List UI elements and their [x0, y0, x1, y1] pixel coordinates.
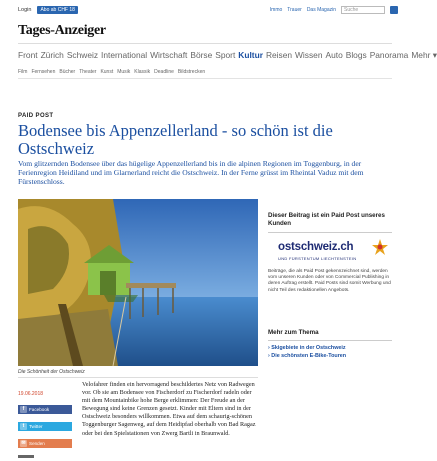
nav-item-boerse[interactable]: Börse	[190, 50, 213, 60]
related-title: Mehr zum Thema	[268, 329, 319, 336]
related-link-ski-label: Skigebiete in der Ostschweiz	[271, 345, 346, 351]
main-nav	[18, 50, 437, 60]
paid-post-description: Beiträge, die als Paid Post gekennzeichnet sind, werden vom unseren Kunden oder von Commercial Publishing in deren Auftrag erstellt. Paid Posts sind somit Werbung und nicht Teil des redaktionellen Angebots.	[268, 269, 391, 293]
partner-logo[interactable]	[268, 239, 392, 265]
subnav-item-musik[interactable]: Musik	[117, 69, 131, 75]
facebook-icon: f	[20, 406, 27, 413]
article-headline: Bodensee bis Appenzellerland - so schön ist die Ostschweiz	[18, 121, 333, 158]
subnav-item-fernsehen[interactable]: Fernsehen	[31, 69, 56, 75]
nav-item-blogs[interactable]: Blogs	[345, 50, 367, 60]
site-logo[interactable]: Tages-Anzeiger	[18, 23, 106, 38]
login-link[interactable]: Login	[18, 7, 32, 13]
partner-logo-text: ostschweiz.ch	[278, 241, 354, 253]
header-divider	[18, 43, 392, 44]
subnav-item-film[interactable]: Film	[18, 69, 28, 75]
paid-post-title: Dieser Beitrag ist ein Paid Post unseres Kunden	[268, 212, 385, 227]
magazin-link[interactable]: Das Magazin	[306, 7, 336, 13]
mail-icon: ✉	[21, 440, 26, 446]
subnav-item-buecher[interactable]: Bücher	[59, 69, 76, 75]
nav-item-reisen[interactable]: Reisen	[265, 50, 293, 60]
subnav-item-deadline[interactable]: Deadline	[154, 69, 174, 75]
nav-item-kultur[interactable]: Kultur	[238, 50, 263, 60]
nav-item-international[interactable]: International	[101, 50, 148, 60]
article-image[interactable]	[18, 199, 258, 366]
partner-logo-subtitle: UND FÜRSTENTUM LIECHTENSTEIN	[278, 256, 357, 261]
mail-share-button[interactable]	[18, 439, 72, 448]
article-body: Velofahrer finden ein hervorragend beschildertes Netz von Radwegen vor. Ob sie am Bodensee von Fischerdorf zu Fischerdorf radeln oder mit dem Mountainbike hohe Berge erklimmen: Der Freude an der Bewegung sind keine Grenzen gesetzt. Kinder mit Eltern sind in der Ostschweiz besonders willkommen. Etwa auf dem schaurig-schönen Toggenburger Sagenweg, auf dem Heidipfad oberhalb von Bad Ragaz oder bei den Spielstationen von Zwerg Bartli in Braunwald.	[82, 381, 256, 437]
related-box	[268, 329, 392, 360]
text-stub	[18, 455, 34, 458]
trauer-link[interactable]: Trauer	[287, 7, 302, 13]
nav-item-schweiz[interactable]: Schweiz	[66, 50, 99, 60]
immo-link[interactable]: Immo	[269, 7, 283, 13]
subnav-item-klassik[interactable]: Klassik	[134, 69, 151, 75]
nav-item-zuerich[interactable]: Zürich	[40, 50, 64, 60]
facebook-share-button[interactable]	[18, 405, 72, 414]
nav-item-wirtschaft[interactable]: Wirtschaft	[150, 50, 188, 60]
sub-nav	[18, 69, 205, 75]
search-input[interactable]: Suche	[341, 6, 385, 14]
image-caption: Die Schönheit der Ostschweiz	[18, 369, 85, 375]
top-bar	[0, 0, 416, 20]
paid-post-divider	[268, 232, 392, 233]
paid-post-box	[268, 212, 392, 294]
lake-boathouse-illustration	[18, 199, 258, 366]
related-link-ski[interactable]: › Skigebiete in der Ostschweiz	[268, 345, 346, 351]
twitter-icon: t	[20, 423, 27, 430]
nav-item-sport[interactable]: Sport	[215, 50, 236, 60]
top-bar-right	[270, 6, 398, 14]
article-kicker: PAID POST	[18, 113, 54, 119]
caption-divider	[18, 377, 258, 378]
nav-item-front[interactable]: Front	[18, 50, 38, 60]
related-divider	[268, 340, 392, 341]
subnav-item-bildstrecken[interactable]: Bildstrecken	[177, 69, 206, 75]
facebook-share-label: Facebook	[29, 407, 50, 412]
nav-item-auto[interactable]: Auto	[325, 50, 343, 60]
search-icon[interactable]	[390, 6, 398, 14]
subnav-item-kunst[interactable]: Kunst	[100, 69, 114, 75]
partner-star-icon	[372, 239, 388, 255]
related-link-ebike-label: Die schönsten E-Bike-Touren	[271, 353, 347, 359]
subnav-item-theater[interactable]: Theater	[79, 69, 97, 75]
twitter-share-label: Twitter	[29, 424, 43, 429]
mail-share-label: Senden	[29, 441, 45, 446]
related-link-ebike[interactable]: › Die schönsten E-Bike-Touren	[268, 353, 347, 359]
article-lead: Vom glitzernden Bodensee über das hügelige Appenzellerland bis in die alpinen Regionen im Toggenburg, in der Ferienregion Heidiland und im Glarnerland reicht die Ostschweiz. In der Ferne grüsst im Rheintal Vaduz mit dem Fürstenschloss.	[18, 159, 364, 186]
nav-item-wissen[interactable]: Wissen	[295, 50, 323, 60]
nav-item-panorama[interactable]: Panorama	[369, 50, 409, 60]
article-date: 19.06.2018	[18, 391, 44, 397]
subnav-divider	[18, 78, 392, 79]
nav-item-mehr[interactable]: Mehr ▾	[411, 50, 437, 60]
subscription-button[interactable]: Abo ab CHF 18	[37, 6, 77, 14]
twitter-share-button[interactable]	[18, 422, 72, 431]
